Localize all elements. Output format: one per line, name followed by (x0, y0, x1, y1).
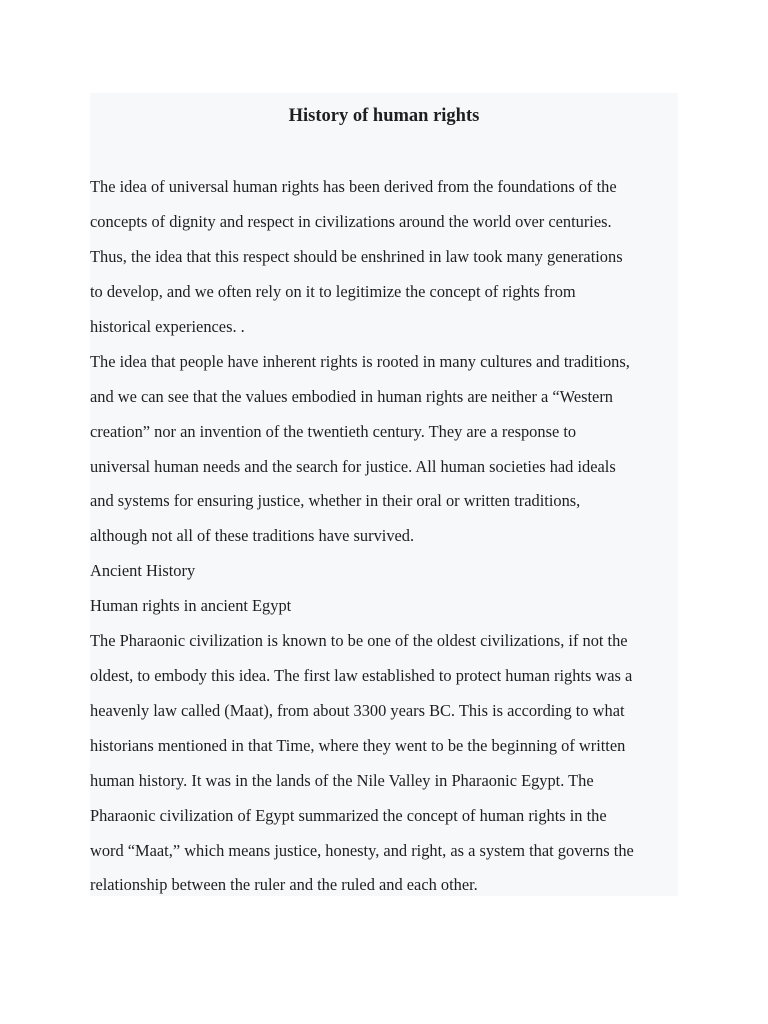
text-line: creation” nor an invention of the twentieth century. They are a response to (90, 422, 577, 441)
text-line: relationship between the ruler and the ruled and each other. (90, 875, 478, 894)
text-line: The idea that people have inherent rights is rooted in many cultures and traditions, (90, 352, 630, 371)
text-line: Pharaonic civilization of Egypt summarized the concept of human rights in the (90, 806, 607, 825)
text-line: historians mentioned in that Time, where they went to be the beginning of written (90, 736, 626, 755)
text-line: universal human needs and the search for justice. All human societies had ideals (90, 457, 616, 476)
document-text-block (90, 93, 678, 896)
text-line: Thus, the idea that this respect should be enshrined in law took many generations (90, 247, 623, 266)
text-line: word “Maat,” which means justice, honesty, and right, as a system that governs the (90, 841, 634, 860)
text-line: historical experiences. . (90, 317, 245, 336)
text-line: oldest, to embody this idea. The first law established to protect human rights was a (90, 666, 633, 685)
document-title: History of human rights (288, 106, 480, 126)
text-line: concepts of dignity and respect in civilizations around the world over centuries. (90, 212, 612, 231)
section-heading: Ancient History (90, 561, 196, 580)
text-line: human history. It was in the lands of the Nile Valley in Pharaonic Egypt. The (90, 771, 594, 790)
text-line: heavenly law called (Maat), from about 3300 years BC. This is according to what (90, 701, 625, 720)
text-line: and we can see that the values embodied in human rights are neither a “Western (90, 387, 613, 406)
text-line: to develop, and we often rely on it to legitimize the concept of rights from (90, 282, 576, 301)
text-line: The Pharaonic civilization is known to be one of the oldest civilizations, if not the (90, 631, 628, 650)
subsection-heading: Human rights in ancient Egypt (90, 596, 292, 615)
text-line: The idea of universal human rights has been derived from the foundations of the (90, 177, 617, 196)
text-line: although not all of these traditions have survived. (90, 526, 415, 545)
text-line: and systems for ensuring justice, whether in their oral or written traditions, (90, 491, 581, 510)
